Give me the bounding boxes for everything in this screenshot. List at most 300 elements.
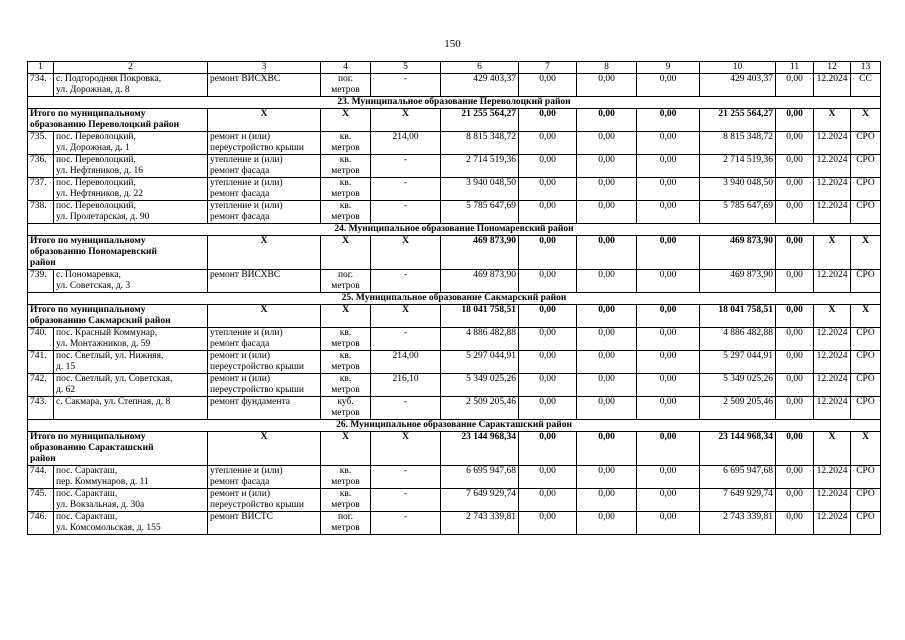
cell-address xyxy=(54,270,208,293)
cell-work-type xyxy=(208,328,321,351)
column-header: 5 xyxy=(371,62,441,74)
cell-unit-line: метров xyxy=(331,281,360,291)
cell-x: Х xyxy=(321,432,371,466)
cell-x: Х xyxy=(371,305,441,328)
cell-unit-line: кв. xyxy=(339,328,352,338)
cell-work-type-line: ремонт ВИСТС xyxy=(210,512,274,522)
cell-work-type-line: утепление и (или) xyxy=(210,201,283,211)
cell-unit-line: пог. xyxy=(337,512,354,522)
subtotal-label-line: образованию Сакмарский район xyxy=(30,316,171,326)
cell-amount: 0,00 xyxy=(637,432,700,466)
cell-volume: - xyxy=(371,512,441,535)
cell-unit-line: метров xyxy=(331,362,360,372)
table-row xyxy=(28,489,881,512)
cell-amount: 0,00 xyxy=(776,109,814,132)
cell-address-line: с. Сакмара, ул. Степная, д. 8 xyxy=(56,397,171,407)
cell-volume: - xyxy=(371,270,441,293)
table-row xyxy=(28,132,881,155)
cell-amount: 0,00 xyxy=(637,397,700,420)
cell-completion-date: 12.2024 xyxy=(814,201,851,224)
cell-work-type-line: утепление и (или) xyxy=(210,155,283,165)
cell-unit-line: кв. xyxy=(339,374,352,384)
cell-amount: 0,00 xyxy=(637,512,700,535)
cell-row-number: 741. xyxy=(28,351,54,374)
table-row xyxy=(28,155,881,178)
cell-amount: 0,00 xyxy=(637,328,700,351)
cell-address-line: д. 15 xyxy=(56,362,76,372)
cell-volume: - xyxy=(371,397,441,420)
table-row xyxy=(28,397,881,420)
cell-unit xyxy=(321,270,371,293)
cell-total-cost: 4 886 482,88 xyxy=(441,328,519,351)
cell-amount: 0,00 xyxy=(577,328,637,351)
cell-work-type-line: ремонт фасада xyxy=(210,477,270,487)
cell-unit xyxy=(321,178,371,201)
table-row xyxy=(28,201,881,224)
cell-unit-line: пог. xyxy=(337,74,354,84)
cell-unit xyxy=(321,489,371,512)
cell-amount: 0,00 xyxy=(519,201,577,224)
cell-unit-line: метров xyxy=(331,339,360,349)
subtotal-label xyxy=(28,236,208,270)
cell-amount: 0,00 xyxy=(577,351,637,374)
cell-completion-date: 12.2024 xyxy=(814,270,851,293)
cell-amount: 0,00 xyxy=(519,397,577,420)
cell-amount: 21 255 564,27 xyxy=(700,109,776,132)
cell-row-number: 737. xyxy=(28,178,54,201)
cell-amount: 0,00 xyxy=(577,489,637,512)
cell-address-line: ул. Дорожная, д. 8 xyxy=(56,85,130,95)
cell-address-line: ул. Дорожная, д. 1 xyxy=(56,143,130,153)
cell-work-type-line: ремонт ВИСХВС xyxy=(210,74,281,84)
cell-address xyxy=(54,512,208,535)
cell-completion-date: 12.2024 xyxy=(814,374,851,397)
cell-completion-date: 12.2024 xyxy=(814,489,851,512)
cell-amount: 0,00 xyxy=(577,155,637,178)
cell-amount: 0,00 xyxy=(519,489,577,512)
subtotal-row xyxy=(28,109,881,132)
cell-total-cost: 5 349 025,26 xyxy=(441,374,519,397)
cell-address xyxy=(54,74,208,97)
column-header: 11 xyxy=(776,62,814,74)
cell-total-cost: 23 144 968,34 xyxy=(441,432,519,466)
cell-address-line: пос. Саракташ, xyxy=(56,489,118,499)
cell-amount: 23 144 968,34 xyxy=(700,432,776,466)
cell-amount: 2 714 519,36 xyxy=(700,155,776,178)
cell-row-number: 739. xyxy=(28,270,54,293)
subtotal-row xyxy=(28,236,881,270)
cell-organization: СРО xyxy=(851,351,881,374)
cell-amount: 2 509 205,46 xyxy=(700,397,776,420)
cell-amount: 0,00 xyxy=(577,270,637,293)
cell-x: Х xyxy=(851,109,881,132)
cell-amount: 0,00 xyxy=(637,201,700,224)
cell-address-line: ул. Вокзальная, д. 30а xyxy=(56,500,145,510)
cell-unit-line: кв. xyxy=(339,466,352,476)
cell-amount: 0,00 xyxy=(519,351,577,374)
cell-amount: 0,00 xyxy=(577,466,637,489)
cell-volume: - xyxy=(371,466,441,489)
cell-address-line: пос. Светлый, ул. Советская, xyxy=(56,374,173,384)
cell-address-line: пос. Светлый, ул. Нижняя, xyxy=(56,351,164,361)
cell-amount: 0,00 xyxy=(519,512,577,535)
cell-work-type-line: ремонт фундамента xyxy=(210,397,290,407)
cell-address xyxy=(54,397,208,420)
cell-unit xyxy=(321,512,371,535)
cell-work-type-line: переустройство крыши xyxy=(210,385,304,395)
cell-work-type-line: переустройство крыши xyxy=(210,143,304,153)
cell-total-cost: 2 714 519,36 xyxy=(441,155,519,178)
cell-amount: 0,00 xyxy=(577,374,637,397)
cell-x: Х xyxy=(371,236,441,270)
cell-x: Х xyxy=(371,432,441,466)
cell-amount: 429 403,37 xyxy=(700,74,776,97)
cell-unit xyxy=(321,201,371,224)
cell-completion-date: 12.2024 xyxy=(814,351,851,374)
cell-work-type-line: ремонт и (или) xyxy=(210,489,271,499)
cell-total-cost: 7 649 929,74 xyxy=(441,489,519,512)
column-header: 12 xyxy=(814,62,851,74)
section-title: 25. Муниципальное образование Сакмарский район xyxy=(28,293,881,305)
cell-volume: - xyxy=(371,178,441,201)
cell-work-type xyxy=(208,351,321,374)
cell-amount: 0,00 xyxy=(776,132,814,155)
column-number-header-row xyxy=(28,62,881,74)
cell-volume: 214,00 xyxy=(371,351,441,374)
cell-total-cost: 3 940 048,50 xyxy=(441,178,519,201)
cell-amount: 0,00 xyxy=(519,155,577,178)
subtotal-label xyxy=(28,305,208,328)
cell-row-number: 738. xyxy=(28,201,54,224)
cell-completion-date: 12.2024 xyxy=(814,328,851,351)
cell-amount: 0,00 xyxy=(637,155,700,178)
cell-organization: СРО xyxy=(851,201,881,224)
cell-amount: 0,00 xyxy=(776,489,814,512)
cell-amount: 0,00 xyxy=(637,351,700,374)
cell-address-line: пос. Саракташ, xyxy=(56,512,118,522)
cell-volume: - xyxy=(371,489,441,512)
table-row xyxy=(28,74,881,97)
cell-amount: 0,00 xyxy=(577,201,637,224)
cell-work-type xyxy=(208,512,321,535)
cell-x: Х xyxy=(208,432,321,466)
cell-unit-line: кв. xyxy=(339,155,352,165)
cell-amount: 0,00 xyxy=(519,432,577,466)
cell-work-type xyxy=(208,74,321,97)
cell-unit xyxy=(321,374,371,397)
subtotal-label-line: Итого по муниципальному xyxy=(30,109,146,119)
cell-address xyxy=(54,351,208,374)
cell-address-line: с. Пономаревка, xyxy=(56,270,121,280)
table-row xyxy=(28,374,881,397)
cell-address-line: пос. Саракташ, xyxy=(56,466,118,476)
cell-amount: 0,00 xyxy=(519,374,577,397)
cell-amount: 0,00 xyxy=(519,328,577,351)
cell-amount: 0,00 xyxy=(776,270,814,293)
cell-completion-date: 12.2024 xyxy=(814,132,851,155)
cell-volume: - xyxy=(371,328,441,351)
capital-repair-table xyxy=(27,61,881,535)
subtotal-label-line: Итого по муниципальному xyxy=(30,432,146,442)
cell-unit-line: метров xyxy=(331,143,360,153)
table-row xyxy=(28,351,881,374)
cell-unit-line: метров xyxy=(331,189,360,199)
cell-amount: 0,00 xyxy=(637,305,700,328)
cell-completion-date: 12.2024 xyxy=(814,178,851,201)
cell-x: Х xyxy=(814,305,851,328)
cell-amount: 0,00 xyxy=(519,109,577,132)
cell-amount: 18 041 758,51 xyxy=(700,305,776,328)
cell-row-number: 740. xyxy=(28,328,54,351)
cell-x: Х xyxy=(208,109,321,132)
cell-organization: СРО xyxy=(851,132,881,155)
subtotal-row xyxy=(28,305,881,328)
cell-work-type-line: ремонт фасада xyxy=(210,189,270,199)
cell-amount: 3 940 048,50 xyxy=(700,178,776,201)
section-header-row xyxy=(28,224,881,236)
cell-amount: 0,00 xyxy=(577,512,637,535)
page-number: 150 xyxy=(444,38,461,50)
cell-unit-line: метров xyxy=(331,477,360,487)
cell-row-number: 736. xyxy=(28,155,54,178)
cell-x: Х xyxy=(814,109,851,132)
cell-amount: 0,00 xyxy=(519,132,577,155)
cell-address-line: пос. Красный Коммунар, xyxy=(56,328,158,338)
cell-work-type xyxy=(208,397,321,420)
cell-amount: 0,00 xyxy=(776,512,814,535)
cell-amount: 469 873,90 xyxy=(700,236,776,270)
cell-amount: 0,00 xyxy=(637,236,700,270)
cell-amount: 0,00 xyxy=(577,236,637,270)
cell-organization: СРО xyxy=(851,489,881,512)
cell-unit-line: пог. xyxy=(337,270,354,280)
cell-amount: 0,00 xyxy=(776,305,814,328)
cell-address-line: ул. Монтажников, д. 59 xyxy=(56,339,151,349)
cell-completion-date: 12.2024 xyxy=(814,512,851,535)
cell-unit-line: метров xyxy=(331,500,360,510)
cell-amount: 0,00 xyxy=(519,270,577,293)
cell-organization: СРО xyxy=(851,374,881,397)
column-header: 2 xyxy=(54,62,208,74)
cell-volume: 216,10 xyxy=(371,374,441,397)
cell-work-type-line: ремонт и (или) xyxy=(210,374,271,384)
subtotal-label-line: образованию Саракташский xyxy=(30,443,154,453)
cell-organization: СРО xyxy=(851,178,881,201)
cell-x: Х xyxy=(208,236,321,270)
cell-volume: - xyxy=(371,201,441,224)
cell-amount: 2 743 339,81 xyxy=(700,512,776,535)
cell-x: Х xyxy=(851,236,881,270)
cell-unit-line: метров xyxy=(331,408,360,418)
cell-address-line: д. 62 xyxy=(56,385,76,395)
cell-completion-date: 12.2024 xyxy=(814,155,851,178)
subtotal-label xyxy=(28,109,208,132)
cell-completion-date: 12.2024 xyxy=(814,74,851,97)
cell-work-type xyxy=(208,466,321,489)
subtotal-label-line: Итого по муниципальному xyxy=(30,236,146,246)
cell-unit xyxy=(321,351,371,374)
cell-amount: 0,00 xyxy=(776,178,814,201)
cell-address-line: ул. Нефтяников, д. 16 xyxy=(56,166,143,176)
cell-address-line: пер. Коммунаров, д. 11 xyxy=(56,477,149,487)
section-title: 24. Муниципальное образование Пономаревский район xyxy=(28,224,881,236)
cell-address xyxy=(54,178,208,201)
cell-amount: 0,00 xyxy=(776,236,814,270)
cell-x: Х xyxy=(321,236,371,270)
cell-amount: 0,00 xyxy=(776,155,814,178)
cell-amount: 5 297 044,91 xyxy=(700,351,776,374)
subtotal-label-line: район xyxy=(30,258,56,268)
cell-address-line: пос. Переволоцкий, xyxy=(56,178,136,188)
cell-amount: 4 886 482,88 xyxy=(700,328,776,351)
cell-amount: 5 349 025,26 xyxy=(700,374,776,397)
cell-amount: 0,00 xyxy=(519,178,577,201)
cell-address xyxy=(54,489,208,512)
column-header: 1 xyxy=(28,62,54,74)
subtotal-row xyxy=(28,432,881,466)
cell-amount: 0,00 xyxy=(577,305,637,328)
subtotal-label-line: образованию Переволоцкий район xyxy=(30,120,180,130)
cell-total-cost: 6 695 947,68 xyxy=(441,466,519,489)
cell-address xyxy=(54,466,208,489)
cell-total-cost: 5 297 044,91 xyxy=(441,351,519,374)
cell-amount: 0,00 xyxy=(776,328,814,351)
cell-amount: 7 649 929,74 xyxy=(700,489,776,512)
cell-unit-line: метров xyxy=(331,166,360,176)
cell-organization: СРО xyxy=(851,328,881,351)
cell-work-type-line: переустройство крыши xyxy=(210,500,304,510)
cell-amount: 0,00 xyxy=(577,132,637,155)
cell-work-type-line: ремонт ВИСХВС xyxy=(210,270,281,280)
cell-x: Х xyxy=(814,432,851,466)
cell-unit-line: метров xyxy=(331,85,360,95)
cell-unit-line: метров xyxy=(331,385,360,395)
cell-work-type xyxy=(208,155,321,178)
cell-address-line: ул. Комсомольская, д. 155 xyxy=(56,523,161,533)
cell-work-type-line: утепление и (или) xyxy=(210,328,283,338)
cell-unit xyxy=(321,155,371,178)
cell-organization: СРО xyxy=(851,155,881,178)
cell-total-cost: 8 815 348,72 xyxy=(441,132,519,155)
cell-work-type-line: ремонт и (или) xyxy=(210,132,271,142)
column-header: 13 xyxy=(851,62,881,74)
cell-amount: 0,00 xyxy=(519,466,577,489)
cell-unit xyxy=(321,466,371,489)
cell-amount: 0,00 xyxy=(776,432,814,466)
cell-volume: - xyxy=(371,74,441,97)
column-header: 6 xyxy=(441,62,519,74)
cell-amount: 0,00 xyxy=(519,236,577,270)
cell-total-cost: 18 041 758,51 xyxy=(441,305,519,328)
table-row xyxy=(28,270,881,293)
cell-unit-line: метров xyxy=(331,212,360,222)
cell-x: Х xyxy=(851,305,881,328)
column-header: 4 xyxy=(321,62,371,74)
table-body xyxy=(28,62,881,535)
cell-address xyxy=(54,201,208,224)
column-header: 10 xyxy=(700,62,776,74)
cell-row-number: 746. xyxy=(28,512,54,535)
cell-amount: 0,00 xyxy=(776,374,814,397)
cell-unit xyxy=(321,132,371,155)
cell-address xyxy=(54,374,208,397)
cell-work-type xyxy=(208,132,321,155)
cell-amount: 6 695 947,68 xyxy=(700,466,776,489)
cell-amount: 0,00 xyxy=(577,74,637,97)
cell-amount: 0,00 xyxy=(637,489,700,512)
cell-organization: СРО xyxy=(851,397,881,420)
cell-address-line: ул. Советская, д. 3 xyxy=(56,281,131,291)
cell-unit-line: кв. xyxy=(339,351,352,361)
cell-amount: 0,00 xyxy=(637,178,700,201)
cell-total-cost: 429 403,37 xyxy=(441,74,519,97)
cell-x: Х xyxy=(321,109,371,132)
cell-unit xyxy=(321,74,371,97)
cell-unit-line: кв. xyxy=(339,132,352,142)
cell-completion-date: 12.2024 xyxy=(814,397,851,420)
cell-row-number: 744. xyxy=(28,466,54,489)
cell-unit-line: куб. xyxy=(337,397,354,407)
cell-work-type xyxy=(208,374,321,397)
cell-work-type-line: ремонт и (или) xyxy=(210,351,271,361)
cell-amount: 0,00 xyxy=(637,74,700,97)
cell-amount: 5 785 647,69 xyxy=(700,201,776,224)
cell-amount: 0,00 xyxy=(637,132,700,155)
cell-address-line: пос. Переволоцкий, xyxy=(56,155,136,165)
cell-x: Х xyxy=(321,305,371,328)
cell-address-line: с. Подгородняя Покровка, xyxy=(56,74,162,84)
cell-amount: 0,00 xyxy=(577,109,637,132)
cell-amount: 0,00 xyxy=(637,270,700,293)
cell-total-cost: 469 873,90 xyxy=(441,236,519,270)
subtotal-label xyxy=(28,432,208,466)
column-header: 3 xyxy=(208,62,321,74)
cell-address xyxy=(54,155,208,178)
cell-address-line: ул. Пролетарская, д. 90 xyxy=(56,212,150,222)
cell-amount: 0,00 xyxy=(637,374,700,397)
cell-unit-line: кв. xyxy=(339,489,352,499)
column-header: 7 xyxy=(519,62,577,74)
cell-amount: 0,00 xyxy=(776,201,814,224)
cell-unit xyxy=(321,328,371,351)
cell-amount: 0,00 xyxy=(776,351,814,374)
subtotal-label-line: район xyxy=(30,454,56,464)
cell-row-number: 743. xyxy=(28,397,54,420)
cell-work-type-line: утепление и (или) xyxy=(210,178,283,188)
cell-work-type-line: ремонт фасада xyxy=(210,339,270,349)
table-row xyxy=(28,178,881,201)
cell-amount: 0,00 xyxy=(776,466,814,489)
cell-organization: СС xyxy=(851,74,881,97)
cell-amount: 0,00 xyxy=(577,432,637,466)
cell-address-line: ул. Нефтяников, д. 22 xyxy=(56,189,143,199)
table-row xyxy=(28,328,881,351)
cell-organization: СРО xyxy=(851,466,881,489)
cell-row-number: 745. xyxy=(28,489,54,512)
cell-work-type xyxy=(208,178,321,201)
table-row xyxy=(28,466,881,489)
cell-volume: - xyxy=(371,155,441,178)
cell-work-type xyxy=(208,201,321,224)
table-row xyxy=(28,512,881,535)
cell-completion-date: 12.2024 xyxy=(814,466,851,489)
cell-total-cost: 2 509 205,46 xyxy=(441,397,519,420)
cell-row-number: 734. xyxy=(28,74,54,97)
cell-work-type xyxy=(208,270,321,293)
cell-amount: 0,00 xyxy=(637,466,700,489)
section-header-row xyxy=(28,420,881,432)
cell-x: Х xyxy=(371,109,441,132)
